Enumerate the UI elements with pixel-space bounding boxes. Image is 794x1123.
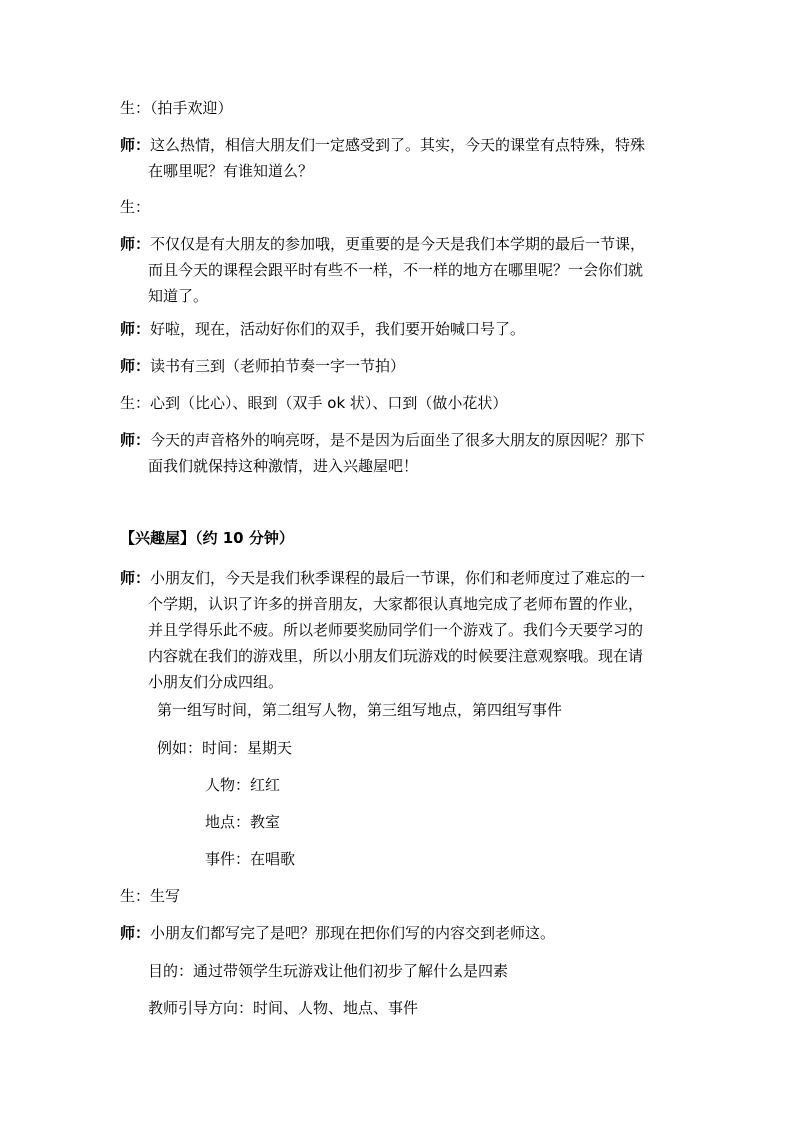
dialogue-teacher-collect <box>120 920 680 946</box>
dialogue-student-3 <box>120 390 680 416</box>
speaker-label: 师： <box>120 320 151 338</box>
speaker-label: 师： <box>120 357 151 375</box>
speaker-label: 师： <box>120 569 151 587</box>
dialogue-text: 读书有三到（老师拍节奏一字一节拍） <box>150 357 406 375</box>
dialogue-text: 在哪里呢？有谁知道么？ <box>148 162 314 180</box>
dialogue-text: 并且学得乐此不疲。所以老师要奖励同学们一个游戏了。我们今天要学习的 <box>148 621 644 639</box>
speaker-label: 师： <box>120 235 151 253</box>
dialogue-student-write <box>120 883 680 909</box>
dialogue-teacher-1 <box>120 132 680 184</box>
dialogue-teacher-4 <box>120 353 680 379</box>
dialogue-student-1 <box>120 95 680 121</box>
dialogue-teacher-2 <box>120 231 680 309</box>
dialogue-text: 个学期，认识了许多的拼音朋友，大家都很认真地完成了老师布置的作业， <box>148 595 644 613</box>
dialogue-text: 今天的声音格外的响亮呀，是不是因为后面坐了很多大朋友的原因呢？那下 <box>150 431 646 449</box>
speaker-label: 生： <box>120 99 151 117</box>
dialogue-student-2 <box>120 194 680 220</box>
speaker-label: 生： <box>120 887 151 905</box>
speaker-label: 生： <box>120 198 151 216</box>
example-label: 例如： <box>157 739 203 757</box>
dialogue-text: 内容就在我们的游戏里，所以小朋友们玩游戏的时候要注意观察哦。现在请 <box>148 647 644 665</box>
dialogue-text: 这么热情，相信大朋友们一定感受到了。其实，今天的课堂有点特殊，特殊 <box>150 136 646 154</box>
dialogue-text: 而且今天的课程会跟平时有些不一样，不一样的地方在哪里呢？一会你们就 <box>148 261 644 279</box>
dialogue-text: 小朋友们，今天是我们秋季课程的最后一节课，你们和老师度过了难忘的一 <box>150 569 646 587</box>
dialogue-text: 小朋友们都写完了是吧？那现在把你们写的内容交到老师这。 <box>150 924 556 942</box>
example-row <box>157 735 292 761</box>
dialogue-text: 不仅仅是有大朋友的参加哦，更重要的是今天是我们本学期的最后一节课， <box>150 235 646 253</box>
dialogue-text: 好啦，现在，活动好你们的双手，我们要开始喊口号了。 <box>150 320 526 338</box>
section-title: 【兴趣屋】（约 10 分钟） <box>120 529 294 547</box>
speaker-label: 生： <box>120 394 151 412</box>
dialogue-teacher-5 <box>120 427 680 479</box>
purpose-text: 目的：通过带领学生玩游戏让他们初步了解什么是四素 <box>148 962 509 980</box>
example-item: 人物：红红 <box>205 776 281 794</box>
section-heading <box>120 525 680 551</box>
dialogue-text: 生写 <box>150 887 181 905</box>
dialogue-teacher-3 <box>120 316 680 342</box>
speaker-label: 师： <box>120 136 151 154</box>
dialogue-text: 心到（比心）、眼到（双手 ok 状）、口到（做小花状） <box>150 394 508 412</box>
dialogue-text: （拍手欢迎） <box>150 99 233 117</box>
speaker-label: 师： <box>120 431 151 449</box>
dialogue-text: 知道了。 <box>148 287 209 305</box>
dialogue-text: 小朋友们分成四组。 <box>148 673 284 691</box>
example-item: 地点：教室 <box>205 813 281 831</box>
dialogue-teacher-intro <box>120 565 680 695</box>
guidance-text: 教师引导方向：时间、人物、地点、事件 <box>148 999 419 1017</box>
groups-instruction: 第一组写时间，第二组写人物，第三组写地点，第四组写事件 <box>157 701 563 719</box>
example-item: 时间：星期天 <box>202 739 293 757</box>
example-item: 事件：在唱歌 <box>205 850 296 868</box>
dialogue-text: 面我们就保持这种激情，进入兴趣屋吧！ <box>148 457 419 475</box>
speaker-label: 师： <box>120 924 151 942</box>
